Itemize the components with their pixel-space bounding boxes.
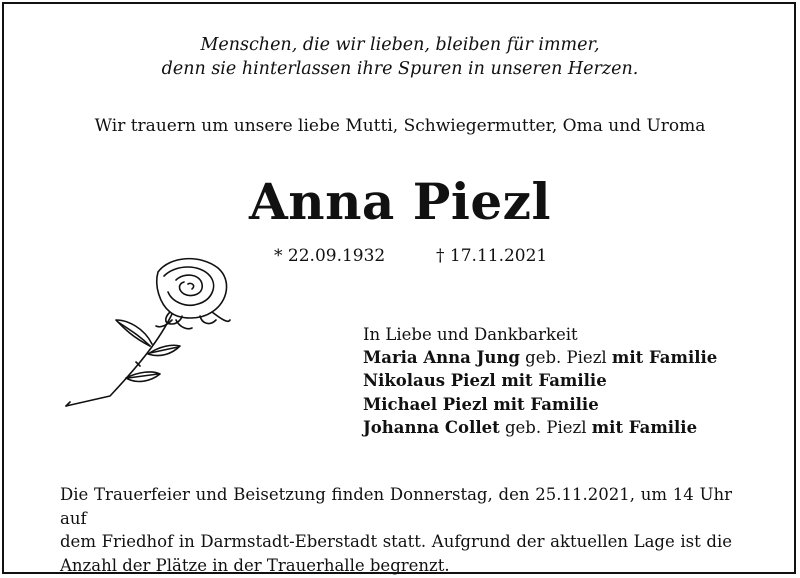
mourner-suffix: mit Familie <box>591 417 698 437</box>
death-date: † 17.11.2021 <box>436 246 548 266</box>
mourner-name: Nikolaus Piezl mit Familie <box>363 371 607 391</box>
notice-line-2: dem Friedhof in Darmstadt-Eberstadt statt. Aufgrund der aktuellen Lage ist die <box>60 532 732 551</box>
mourner-suffix: mit Familie <box>611 348 718 368</box>
mourners-intro: In Liebe und Dankbarkeit <box>363 325 578 344</box>
memorial-quote <box>0 33 800 81</box>
mourner-maiden-name: geb. Piezl <box>499 417 592 437</box>
notice-line-3: Anzahl der Plätze in der Trauerhalle begrenzt. <box>60 555 450 575</box>
mourner-row <box>363 393 717 416</box>
mourner-maiden-name: geb. Piezl <box>519 348 612 368</box>
birth-date: * 22.09.1932 <box>274 246 386 266</box>
mourner-row <box>363 346 717 369</box>
mourner-name: Maria Anna Jung <box>363 348 520 368</box>
mourner-row <box>363 369 717 392</box>
mourner-row <box>363 416 717 439</box>
mourner-name: Johanna Collet <box>363 417 500 437</box>
mourner-name: Michael Piezl mit Familie <box>363 394 599 414</box>
rose-icon <box>60 254 240 414</box>
quote-line-2: denn sie hinterlassen ihre Spuren in unseren Herzen. <box>161 59 639 79</box>
mourners-list <box>363 323 717 439</box>
deceased-name: Anna Piezl <box>248 172 552 231</box>
notice-line-1: Die Trauerfeier und Beisetzung finden Donnerstag, den 25.11.2021, um 14 Uhr auf <box>60 485 732 528</box>
funeral-notice <box>60 483 732 577</box>
mourning-intro: Wir trauern um unsere liebe Mutti, Schwiegermutter, Oma und Uroma <box>94 116 706 136</box>
quote-line-1: Menschen, die wir lieben, bleiben für immer, <box>200 35 600 55</box>
